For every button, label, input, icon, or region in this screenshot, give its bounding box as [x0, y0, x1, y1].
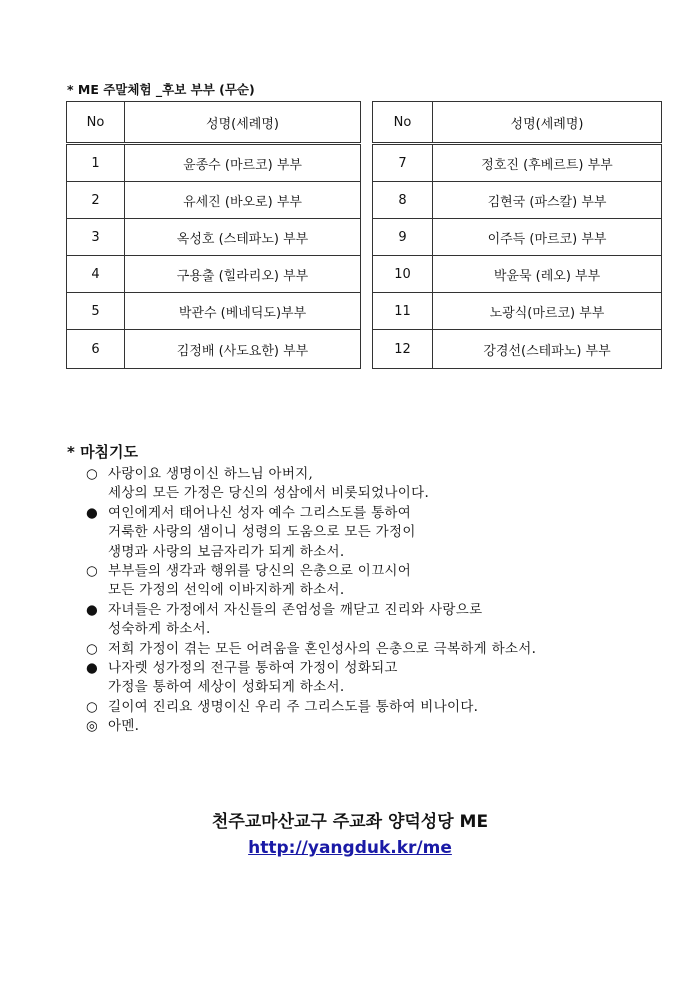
prayer-text: 사랑이요 생명이신 하느님 아버지, — [108, 466, 314, 482]
prayer-text: 여인에게서 태어나신 성자 예수 그리스도를 통하여 — [108, 504, 412, 521]
cell-name: 박관수 (베네딕도)부부 — [125, 293, 361, 330]
prayer-text: 아멘. — [108, 718, 140, 735]
prayer-line — [86, 601, 536, 620]
cell-no: 4 — [67, 256, 125, 293]
circle-bullet-icon: ○ — [86, 562, 99, 579]
prayer-title: * 마침기도 — [67, 443, 139, 461]
cell-no: 2 — [67, 182, 125, 219]
footer-organization: 천주교마산교구 주교좌 양덕성당 ME — [211, 812, 489, 832]
cell-no: 9 — [373, 219, 433, 256]
filled-circle-bullet-icon: ● — [86, 601, 99, 618]
table-row — [373, 293, 662, 330]
prayer-text: 길이여 진리요 생명이신 우리 주 그리스도를 통하여 비나이다. — [108, 698, 479, 715]
cell-name: 노광식(마르코) 부부 — [433, 293, 662, 330]
prayer-line — [86, 698, 536, 717]
circle-bullet-icon: ○ — [86, 698, 99, 715]
table-row — [373, 256, 662, 293]
prayer-text: 세상의 모든 가정은 당신의 성삼에서 비롯되었나이다. — [108, 485, 430, 502]
cell-name: 김현국 (파스칼) 부부 — [433, 182, 662, 219]
prayer-text: 자녀들은 가정에서 자신들의 존엄성을 깨닫고 진리와 사랑으로 — [108, 601, 483, 618]
prayer-line — [86, 640, 536, 659]
table-row — [67, 330, 361, 369]
prayer-line — [86, 504, 536, 523]
table-row — [67, 144, 361, 182]
cell-no: 3 — [67, 219, 125, 256]
roster-table-right — [372, 101, 662, 369]
table-row — [373, 330, 662, 369]
cell-no: 10 — [373, 256, 433, 293]
prayer-line — [86, 620, 536, 639]
cell-no: 1 — [67, 144, 125, 182]
table-row — [67, 219, 361, 256]
cell-no: 6 — [67, 330, 125, 369]
prayer-line — [86, 717, 536, 736]
cell-name: 강경선(스테파노) 부부 — [433, 330, 662, 369]
prayer-line — [86, 659, 536, 678]
prayer-text: 나자렛 성가정의 전구를 통하여 가정이 성화되고 — [108, 659, 398, 676]
cell-name: 이주득 (마르코) 부부 — [433, 219, 662, 256]
cell-name: 정호진 (후베르트) 부부 — [433, 144, 662, 182]
header-name: 성명(세례명) — [433, 102, 662, 144]
header-no: No — [67, 102, 125, 144]
cell-no: 12 — [373, 330, 433, 369]
cell-name: 김정배 (사도요한) 부부 — [125, 330, 361, 369]
cell-no: 11 — [373, 293, 433, 330]
prayer-text: 모든 가정의 선익에 이바지하게 하소서. — [108, 582, 345, 599]
cell-name: 구용출 (힐라리오) 부부 — [125, 256, 361, 293]
prayer-text: 저희 가정이 겪는 모든 어려움을 혼인성사의 은총으로 극복하게 하소서. — [108, 640, 537, 657]
prayer-line — [86, 465, 536, 484]
table-row — [373, 182, 662, 219]
prayer-line — [86, 562, 536, 581]
table-row — [67, 256, 361, 293]
prayer-text: 생명과 사랑의 보금자리가 되게 하소서. — [108, 543, 345, 560]
circle-bullet-icon: ○ — [86, 466, 99, 482]
filled-circle-bullet-icon: ● — [86, 504, 99, 521]
prayer-text: 거룩한 사랑의 샘이니 성령의 도움으로 모든 가정이 — [108, 524, 416, 541]
table-header-row — [67, 102, 361, 144]
header-name: 성명(세례명) — [125, 102, 361, 144]
header-no: No — [373, 102, 433, 144]
roster-table-left — [66, 101, 361, 369]
circle-bullet-icon: ○ — [86, 640, 99, 657]
prayer-line — [86, 678, 536, 697]
prayer-text: 성숙하게 하소서. — [108, 621, 211, 638]
prayer-line — [86, 484, 536, 503]
footer-url-link[interactable]: http://yangduk.kr/me — [248, 838, 452, 858]
cell-name: 옥성호 (스테파노) 부부 — [125, 219, 361, 256]
prayer-line — [86, 543, 536, 562]
table-row — [67, 182, 361, 219]
prayer-text: 가정을 통하여 세상이 성화되게 하소서. — [108, 679, 345, 696]
prayer-text: 부부들의 생각과 행위를 당신의 은총으로 이끄시어 — [108, 562, 412, 579]
filled-circle-bullet-icon: ● — [86, 659, 99, 676]
prayer-body — [86, 465, 536, 736]
cell-no: 5 — [67, 293, 125, 330]
prayer-line — [86, 523, 536, 542]
table-row — [373, 144, 662, 182]
cell-name: 박윤묵 (레오) 부부 — [433, 256, 662, 293]
double-circle-bullet-icon: ◎ — [86, 718, 99, 735]
cell-name: 윤종수 (마르코) 부부 — [125, 144, 361, 182]
table-header-row — [373, 102, 662, 144]
roster-title: * ME 주말체험 _후보 부부 (무순) — [67, 82, 255, 97]
table-row — [373, 219, 662, 256]
table-row — [67, 293, 361, 330]
cell-name: 유세진 (바오로) 부부 — [125, 182, 361, 219]
cell-no: 8 — [373, 182, 433, 219]
prayer-line — [86, 581, 536, 600]
cell-no: 7 — [373, 144, 433, 182]
